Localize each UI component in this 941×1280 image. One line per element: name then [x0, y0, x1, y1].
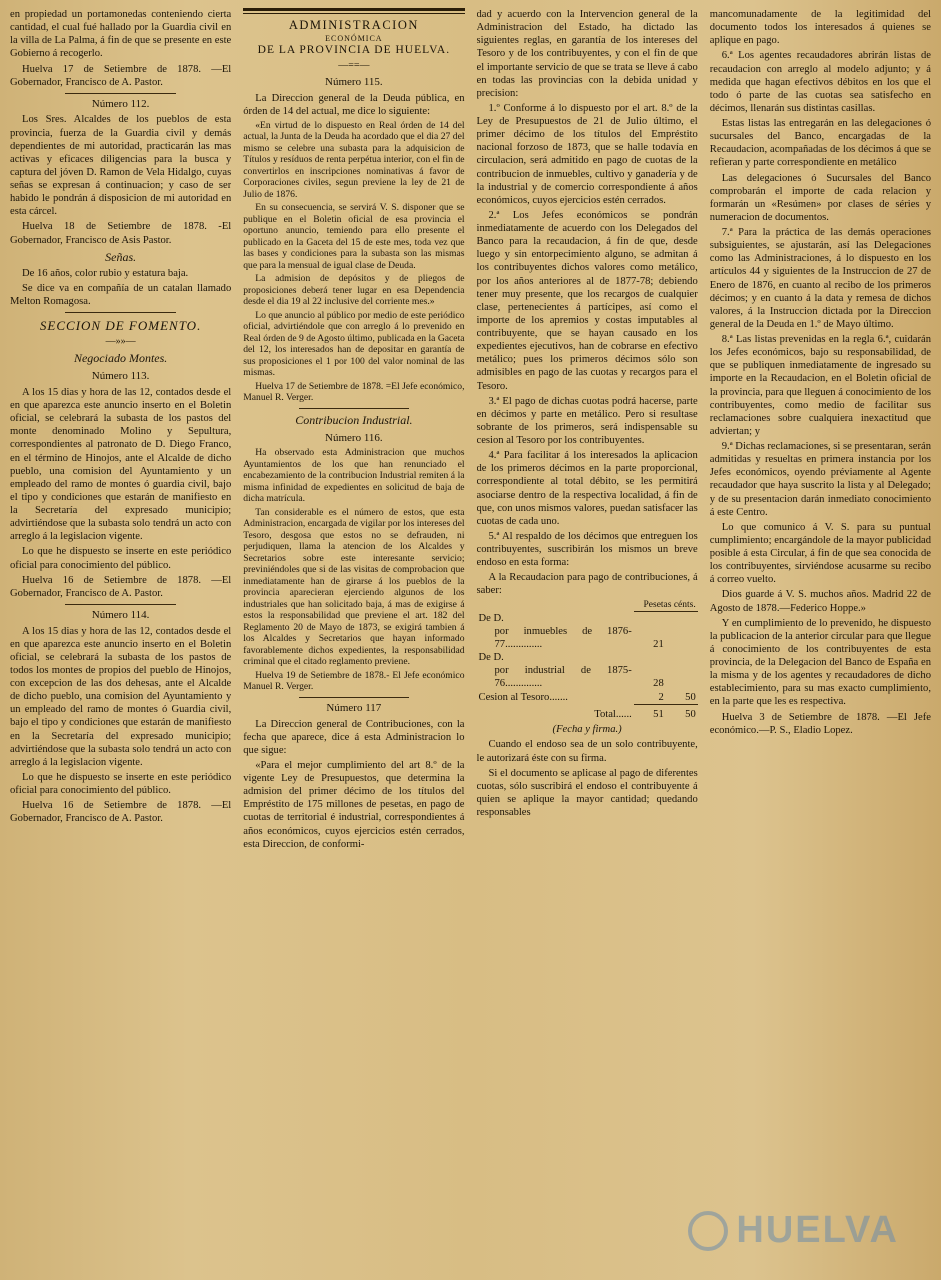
- table-row-total: [477, 704, 698, 721]
- divider: [299, 408, 410, 409]
- rule-6: 6.ª Los agentes recaudadores abrirán listas de recaudacion con arreglo al modelo adjunto; y á medida que hagan efectivos débitos en los que el todo ó parte de las cuotas sea satisfecho en décimos, llenarán sus distintas casillas.: [709, 50, 931, 114]
- heading-number-113: Número 113.: [91, 370, 150, 383]
- table-header: Pesetas cénts.: [634, 600, 698, 612]
- table-cell-label: Cesion al Tesoro.......: [478, 692, 568, 704]
- paragraph-115-b: «En virtud de lo dispuesto en Real órden de 14 del actual, la Junta de la Deuda ha acordado que el dia 27 del mismo se celebre una subasta para la adquisicion de Títulos y resíduos de renta perpétua interior, con el fin de convertirlos en inscripciones nominativas á favor de Corporaciones civiles, segun previene la ley de 21 de Julio de 1876.: [243, 119, 465, 200]
- heading-number-115: Número 115.: [325, 76, 383, 89]
- table-cell-centimos: 50: [666, 704, 698, 721]
- table-cell-label: Total......: [594, 709, 632, 721]
- signature-116: Huelva 19 de Setiembre de 1878.- El Jefe económico Manuel R. Verger.: [243, 669, 465, 693]
- paragraph-final: Y en cumplimiento de lo prevenido, he dispuesto la publicacion de la anterior circular para que llegue á conocimiento de los contribuyentes de esta provincia, de la Delegacion del Banco de España en la misma y de los agentes y recaudadores de dicho establecimiento, para su mas exacto cumplimiento, en la parte que les es respectiva.: [709, 617, 931, 708]
- table-cell-pesetas: 51: [634, 704, 666, 721]
- ornament: —»»—: [105, 335, 136, 347]
- column-2: [243, 8, 464, 1274]
- table-cell-centimos: [666, 625, 698, 651]
- rule-1: 1.º Conforme á lo dispuesto por el art. 8.º de la Ley de Presupuestos de 21 de Julio último, el primer décimo de los títulos del Empréstito nacional forzoso de 1873, que se halle todavía en circulacion, será admitido en pago de cuotas de la contribucion de inmuebles, cultivo y ganadería y de la industrial y de comercio correspondiente á años económicos, cuyos ejercicios estén cerrados.: [476, 102, 698, 206]
- paragraph-112: Los Sres. Alcaldes de los pueblos de esta provincia, fuerza de la Guardia civil y demás dependientes de mi autoridad, practicarán las mas activas y eficaces diligencias para la busca y captura del jóven D. Ramon de Vela Hidalgo, cuyas señas se expresan á continuacion; y caso de ser habido le pondrán á disposicion de mi autoridad en esta cárcel.: [10, 114, 232, 218]
- divider: [65, 93, 176, 94]
- heading-negociado-montes: Negociado Montes.: [73, 351, 168, 366]
- paragraph-115-a: La Direccion general de la Deuda pública, en órden de 14 del actual, me dice lo siguiente:: [243, 92, 465, 117]
- paragraph-endoso-2: Si el documento se aplicase al pago de diferentes cuotas, sólo suscribirá el endoso el contribuyente á quien se aplique la mayor cantidad; quedando responsables: [476, 767, 698, 819]
- table-cell: De D.: [478, 612, 504, 624]
- rule-4: 4.ª Para facilitar á los interesados la aplicacion de los primeros décimos en la parte proporcional, correspondiente al total débito, se les permitirá asociarse dentro de la respectiva localidad, á fin de que, con unos mismos valores, puedan satisfacer las cuotas de cada uno.: [476, 450, 698, 527]
- header-rule-thin: [243, 13, 464, 14]
- paragraph-senas-2: Se dice va en compañía de un catalan llamado Melton Romagosa.: [10, 282, 232, 307]
- table-row: [477, 664, 698, 690]
- paragraph-117-a: La Direccion general de Contribuciones, con la fecha que aparece, dice á esta Administracion lo que sigue:: [243, 718, 465, 756]
- rule-5: 5.ª Al respaldo de los décimos que entreguen los contribuyentes, suscribirán los mismos un breve endoso en esta forma:: [476, 530, 698, 569]
- table-cell-pesetas: 21: [653, 639, 664, 651]
- column-4: [710, 8, 931, 1274]
- heading-provincia: DE LA PROVINCIA DE HUELVA.: [257, 44, 451, 57]
- table-row: [477, 651, 698, 664]
- table-cell: [634, 651, 666, 664]
- paragraph-114: A los 15 dias y hora de las 12, contados desde el en que aparezca este anuncio inserto en el Boletin oficial, se celebrará la subasta de los pastos de todos los montes de propios del pueblo de Hinojos, con excepcion de las dos dehesas, ante el Alcalde de dicho pueblo, una comision del Ayuntamiento y un empleado del ramo de montes ó Guardia civil, bajo el tipo y condiciones que estarán de manifiesto en la Secretaría del expresado municipio; advirtiéndose que la subasta solo tendrá un acto con arreglo á la legislacion vigente.: [10, 625, 232, 768]
- heading-seccion-fomento: SECCION DE FOMENTO.: [39, 317, 202, 333]
- paragraph-continuation: dad y acuerdo con la Intervencion general de la Administracion del Estado, ha dictado las siguientes reglas, en garantía de los intereses del Tesoro y de los contribuyentes, y con el fin de que el importante servicio de que se trata se lleve á cabo en todas las provincias con la debida unidad y precision:: [476, 9, 698, 99]
- endoso-heading: A la Recaudacion para pago de contribuciones, á saber:: [476, 572, 698, 597]
- header-rule-thick: [243, 8, 464, 11]
- paragraph-113: A los 15 dias y hora de las 12, contados desde el en que aparezca este anuncio inserto en el Boletin oficial, se celebrará la subasta de los pastos del monte denominado Molino y Sepultura, correspondientes al patronato de D. Diego Franco, en el término de Hinojos, ante el Alcalde de dicho pueblo, una comision del Ayuntamiento y un empleado del ramo de montes ó guardia civil, bajo el tipo y condiciones que estarán de manifiesto en la Secretaría del expresado municipio; advirtiéndose que la subasta solo tendrá un acto con arreglo á la legislacion vigente.: [10, 386, 232, 543]
- table-cell-centimos: 50: [685, 691, 696, 703]
- table-cell: [666, 612, 698, 625]
- heading-administracion: ADMINISTRACION: [288, 18, 419, 32]
- heading-senas: Señas.: [105, 249, 137, 264]
- table-cell-pesetas: 2: [658, 691, 664, 703]
- table-cell: [666, 651, 698, 664]
- table-cell-label: por industrial de 1875-76..............: [494, 665, 632, 690]
- paragraph-117-b: «Para el mejor cumplimiento del art 8.º de la vigente Ley de Presupuestos, que determina la admision del primer décimo de los títulos del Empréstito de 175 millones de pesetas, en pago de cuotas de territorial é industrial, correspondientes á años económicos, cuyos ejercicios estén cerrados, esta Direccion, de conformi-: [243, 759, 465, 850]
- table-row: [477, 625, 698, 651]
- signature-final: Huelva 3 de Setiembre de 1878. —El Jefe económico.—P. S., Eladio Lopez.: [709, 711, 931, 736]
- paragraph-115-e: Lo que anuncio al público por medio de este periódico oficial, advirtiéndole que con arreglo á lo prevenido en Real órden de 9 de Agosto último, publicada en la Gaceta del 12, los interesados han de depositar en garantía de sus proposiciones el 1 por 100 del valor nominal de las mismas.: [243, 309, 465, 379]
- paragraph-115-d: La admision de depósitos y de pliegos de proposiciones deberá tener lugar en esa Dependencia desde el dia 19 al 22 inclusive del corriente mes.»: [243, 273, 465, 308]
- paragraph-113-b: Lo que he dispuesto se inserte en este periódico oficial para conocimiento del público.: [10, 546, 232, 571]
- table-cell: De D.: [478, 652, 504, 664]
- seal-icon: [688, 1211, 728, 1251]
- paragraph-116-a: Ha observado esta Administracion que muchos Ayuntamientos de los que han renunciado el encabezamiento de la contribucion Industrial remiten á la misma infinidad de expedientes en solicitud de baja de dicha matrícula.: [243, 447, 465, 505]
- signature-114: Huelva 16 de Setiembre de 1878. —El Gobernador, Francisco de A. Pastor.: [10, 800, 232, 825]
- paragraph-116-b: Tan considerable es el número de estos, que esta Administracion, encargada de vigilar por los intereses del Tesoro, desgosa que estos no se defrauden, ni perjudiquen, llama la atencion de los Alcaldes y Secretarios sobre este interesante servicio; previniéndoles que si de las visitas de comprobacion que inmediatamente han de girarse á los pueblos de la provincia aparecieran ejerciendo algunos de los industriales que han solicitado baja, á mas de exigirse á estos la responsabilidad que previene el art. 182 del Reglamento 20 de Mayo de 1873, se exigirá tambien á los Alcaldes y Secretarios que hayan informado favorablemente dichos expedientes, la responsabilidad criminal que el citado reglamento previene.: [243, 506, 465, 668]
- signature-113: Huelva 16 de Setiembre de 1878. —El Gobernador, Francisco de A. Pastor.: [10, 574, 232, 599]
- rule-8: 8.ª Las listas prevenidas en la regla 6.ª, cuidarán los Jefes económicos, bajo su responsabilidad, de que se publiquen inmediatamente de ingresado su importe en la Recaudacion, en el Boletin oficial de la provincia, para que lleguen á conocimiento de los contribuyentes, como medio de facilitar sus reclamaciones sobre cualquiera inexactitud que adviertan; y: [709, 334, 931, 437]
- paragraph-endoso-1: Cuando el endoso sea de un solo contribuyente, le autorizará éste con su firma.: [476, 739, 698, 764]
- paragraph-comunico: Lo que comunico á V. S. para su puntual cumplimiento; encargándole de la mayor publicidad posible á esta Circular, á fin de que sea conocida de los contribuyentes, sirviéndose acusarme su recibo á correo vuelto.: [709, 521, 931, 586]
- heading-number-117: Número 117: [326, 701, 382, 714]
- paragraph-dios-guarde: Dios guarde á V. S. muchos años. Madrid 22 de Agosto de 1878.—Federico Hoppe.»: [709, 589, 931, 614]
- table-cell: [634, 612, 666, 625]
- table-cell: [477, 600, 634, 612]
- table-cell-pesetas: 28: [653, 678, 664, 690]
- divider: [299, 697, 410, 698]
- signature-115: Huelva 17 de Setiembre de 1878. =El Jefe económico, Manuel R. Verger.: [243, 380, 465, 404]
- watermark-text: HUELVA: [736, 1209, 899, 1251]
- table-row: [477, 600, 698, 612]
- watermark: [688, 1209, 899, 1252]
- table-row: [477, 691, 698, 705]
- endoso-table: [477, 600, 698, 722]
- paragraph-intro: en propiedad un portamonedas conteniendo cierta cantidad, el cual fué hallado por la Guardia civil en la villa de La Palma, á fin de que se presente en este Gobierno á recogerlo.: [10, 9, 232, 60]
- paragraph-continuation: mancomunadamente de la legitimidad del documento todos los interesados á quienes se aplique en pago.: [709, 9, 931, 47]
- heading-number-112: Número 112.: [91, 97, 150, 110]
- heading-economica: ECONÓMICA: [325, 33, 383, 43]
- column-3: [477, 8, 698, 1274]
- rule-7: 7.ª Para la práctica de las demás operaciones subsiguientes, se ajustarán, así las Delegaciones como las Administraciones, á lo dispuesto en los artículos 44 y siguientes de la Instruccion de 27 de Enero de 1876, en cuanto al recibo de los primeros décimos; y en cuanto á la data y remesa de dichos valores, á la Instruccion dictada por la Direccion general de la Deuda en 1.º de Mayo último.: [709, 227, 931, 330]
- paragraph-114-b: Lo que he dispuesto se inserte en este periódico oficial para conocimiento del público.: [10, 771, 232, 796]
- rule-3: 3.ª El pago de dichas cuotas podrá hacerse, parte en décimos y parte en metálico. Pero si resultase sobrante de los primeros, será indispensable su cesion al Tesoro por los contribuyentes.: [476, 395, 698, 446]
- heading-number-114: Número 114.: [91, 608, 150, 621]
- table-cell-centimos: [666, 664, 698, 690]
- paragraph-115-c: En su consecuencia, se servirá V. S. disponer que se publique en el Boletin oficial de esa provincia el oportuno anuncio, temiendo para ello presente el publicado en la Gaceta del 15 de este mes, toda vez que las bases y condiciones para la subasta son las mismas que para la mensual de igual clase de Deuda.: [243, 202, 465, 271]
- signature-112: Huelva 18 de Setiembre de 1878. -El Gobernador, Francisco de Asis Pastor.: [10, 221, 232, 246]
- rule-2: 2.ª Los Jefes económicos se pondrán inmediatamente de acuerdo con los Delegados del Banco para la recaudacion, á fin de que, desde luego y sin entorpecimiento alguno, se admitan á los contribuyentes dichos valores como metálico, por los años anteriores al de 1877-78; debiendo tener muy presente, que los recargos de cualquier clase, pertenecientes á partícipes, así como el importe de los apremios y costas imputables al contribuyente, que se hayan causado en los expedientes ejecutivos, han de cobrarse en efectivo metálico; pues los primeros décimos sólo son admisibles en pago de las cuotas y recargos para el Tesoro.: [476, 209, 698, 392]
- heading-number-116: Número 116.: [325, 431, 383, 444]
- paragraph-senas-1: De 16 años, color rubio y estatura baja.: [22, 267, 189, 279]
- signature-1: Huelva 17 de Setiembre de 1878. —El Gobernador, Francisco de A. Pastor.: [10, 63, 232, 88]
- heading-contribucion-industrial: Contribucion Industrial.: [295, 412, 413, 427]
- table-row: [477, 612, 698, 625]
- rule-6-b: Estas listas las entregarán en las delegaciones ó sucursales del Banco, encargadas de la Recaudacion, acompañadas de los décimos á que se refieran y parte correspondiente en metálico: [709, 118, 931, 169]
- divider: [65, 604, 176, 605]
- rule-6-c: Las delegaciones ó Sucursales del Banco comprobarán el importe de cada relacion y formarán un «Resúmen» por clases de séries y numeracion de documentos.: [709, 172, 931, 223]
- divider: [65, 312, 176, 313]
- rule-9: 9.ª Dichas reclamaciones, si se presentaran, serán admitidas y resueltas en primera instancia por los Jefes económicos, oyendo préviamente al Agente recaudador que haya suscrito la lista y al Delegado; y de su presentacion darán inmediato conocimiento á este Centro.: [709, 441, 931, 518]
- table-cell-label: por inmuebles de 1876-77..............: [494, 625, 632, 651]
- ornament: —==—: [338, 59, 370, 71]
- column-1: [10, 8, 231, 1274]
- fecha-firma: (Fecha y firma.): [552, 724, 622, 736]
